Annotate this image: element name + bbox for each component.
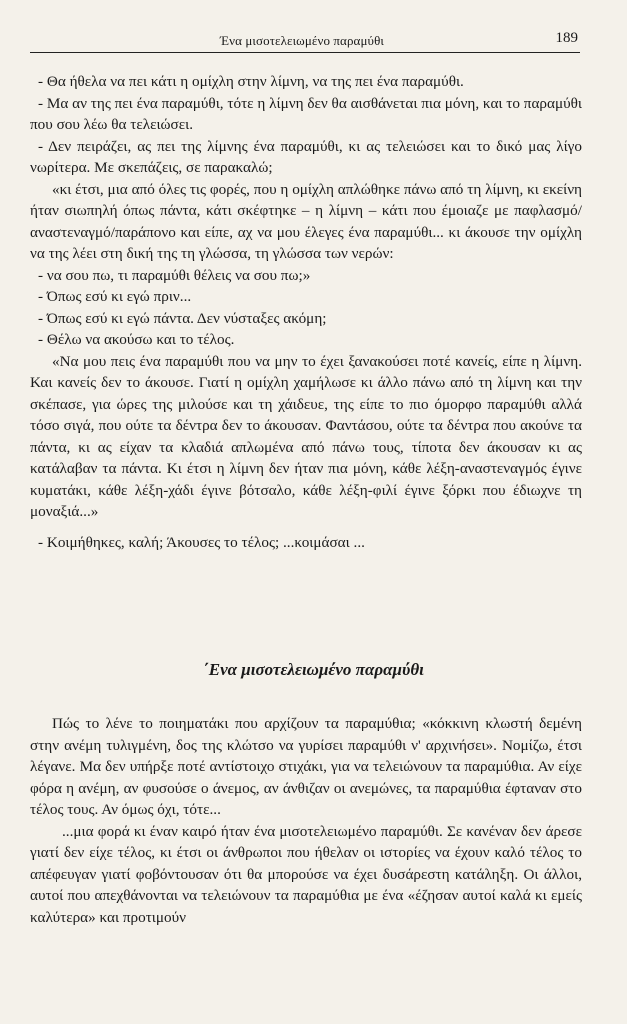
chapter-body [30, 713, 582, 928]
dialogue-line: - να σου πω, τι παραμύθι θέλεις να σου πω;» [38, 266, 311, 284]
dialogue-quote: «Να μου πεις ένα παραμύθι που να μην το έχει ξανακούσει ποτέ κανείς, είπε η λίμνη. Και κανείς δεν το άκουσε. Γιατί η ομίχλη χαμήλωσε κι άλλο πάνω από τη λίμνη και την σκέπασε, για ώρες της μιλούσε και τη χάιδευε, της είπε το πιο όμορφο παραμύθι αλλά τόσο σιγά, που ούτε τα δέντρα δεν το άκουσαν. Φαντάσου, ούτε τα δέντρα που ακούνε τα πάντα, κι ας είχαν τα κλαδιά απλωμένα από πάνω τους, τίποτα δεν άκουσαν κι ας κατάλαβαν τα πάντα. Κι έτσι η λίμνη δεν ήταν πια μόνη, κάθε λέξη-αναστεναγμός έγινε κυματάκι, κάθε λέξη-χάδι έγινε βότσαλο, κάθε λέξη-φιλί έγινε ξόρκι που έδιωχνε τη μοναξιά...» [30, 352, 582, 520]
chapter-paragraph: Πώς το λένε το ποιηματάκι που αρχίζουν τα παραμύθια; «κόκκινη κλωστή δεμένη στην ανέμη τυλιγμένη, δος της κλώτσο να γυρίσει παραμύθι ν' αρχινήσει». Νομίζω, έτσι λέγανε. Μα δεν υπήρξε ποτέ αντίστοιχο στιχάκι, για να τελειώνουν τα παραμύθια. Αν είχε φόρα η ανέμη, αν φυσούσε ο άνεμος, αν άνθιζαν οι ανεμώνες, τα παραμύθια έφταναν στο τέλος τους. Αν όμως όχι, τότε... [30, 715, 582, 818]
dialogue-section [30, 71, 582, 553]
running-header [30, 30, 580, 53]
dialogue-line: - Μα αν της πει ένα παραμύθι, τότε η λίμνη δεν θα αισθάνεται πια μόνη, και το παραμύθι που σου λέω θα τελειώσει. [30, 94, 582, 133]
dialogue-line: - Θέλω να ακούσω και το τέλος. [38, 331, 235, 348]
dialogue-quote: «κι έτσι, μια από όλες τις φορές, που η ομίχλη απλώθηκε πάνω από τη λίμνη, κι εκείνη ήταν σιωπηλή όπως πάντα, κάτι σκέφτηκε – η λίμνη – κάτι που έμοιαζε με παφλασμό/αναστεναγμό/παράπονο και είπε, αχ να μου έλεγες ένα παραμύθι... κι άκουσε την ομίχλη να της λέει στη δική της τη γλώσσα, τη γλώσσα των νερών: [30, 180, 582, 262]
dialogue-line: - Κοιμήθηκες, καλή; Άκουσες το τέλος; ...κοιμάσαι ... [38, 533, 365, 551]
dialogue-line: - Όπως εσύ κι εγώ πριν... [38, 288, 192, 305]
dialogue-line: - Όπως εσύ κι εγώ πάντα. Δεν νύσταξες ακόμη; [38, 309, 327, 327]
running-title: Ένα μισοτελειωμένο παραμύθι [220, 33, 384, 48]
dialogue-line: - Θα ήθελα να πει κάτι η ομίχλη στην λίμνη, να της πει ένα παραμύθι. [38, 73, 464, 90]
page-number: 189 [555, 30, 578, 46]
dialogue-line: - Δεν πειράζει, ας πει της λίμνης ένα παραμύθι, κι ας τελειώσει και το δικό μας λίγο νωρίτερα. Με σκεπάζεις, σε παρακαλώ; [30, 137, 582, 176]
chapter-paragraph: ...μια φορά κι έναν καιρό ήταν ένα μισοτελειωμένο παραμύθι. Σε κανέναν δεν άρεσε γιατί δεν είχε τέλος, κι έτσι οι άνθρωποι που ήθελαν οι ιστορίες να έχουν καλό τέλος το απέφευγαν γιατί φοβόντουσαν ότι θα μπορούσε να έχει δυσάρεστη κατάληξη. Οι άλλοι, αυτοί που απεχθάνονται να τελειώνουν τα παραμύθια με ένα «έζησαν αυτοί καλά κι εμείς καλύτερα» και προτιμούν [30, 822, 582, 926]
chapter-title: ΄Ενα μισοτελειωμένο παραμύθι [203, 660, 424, 679]
